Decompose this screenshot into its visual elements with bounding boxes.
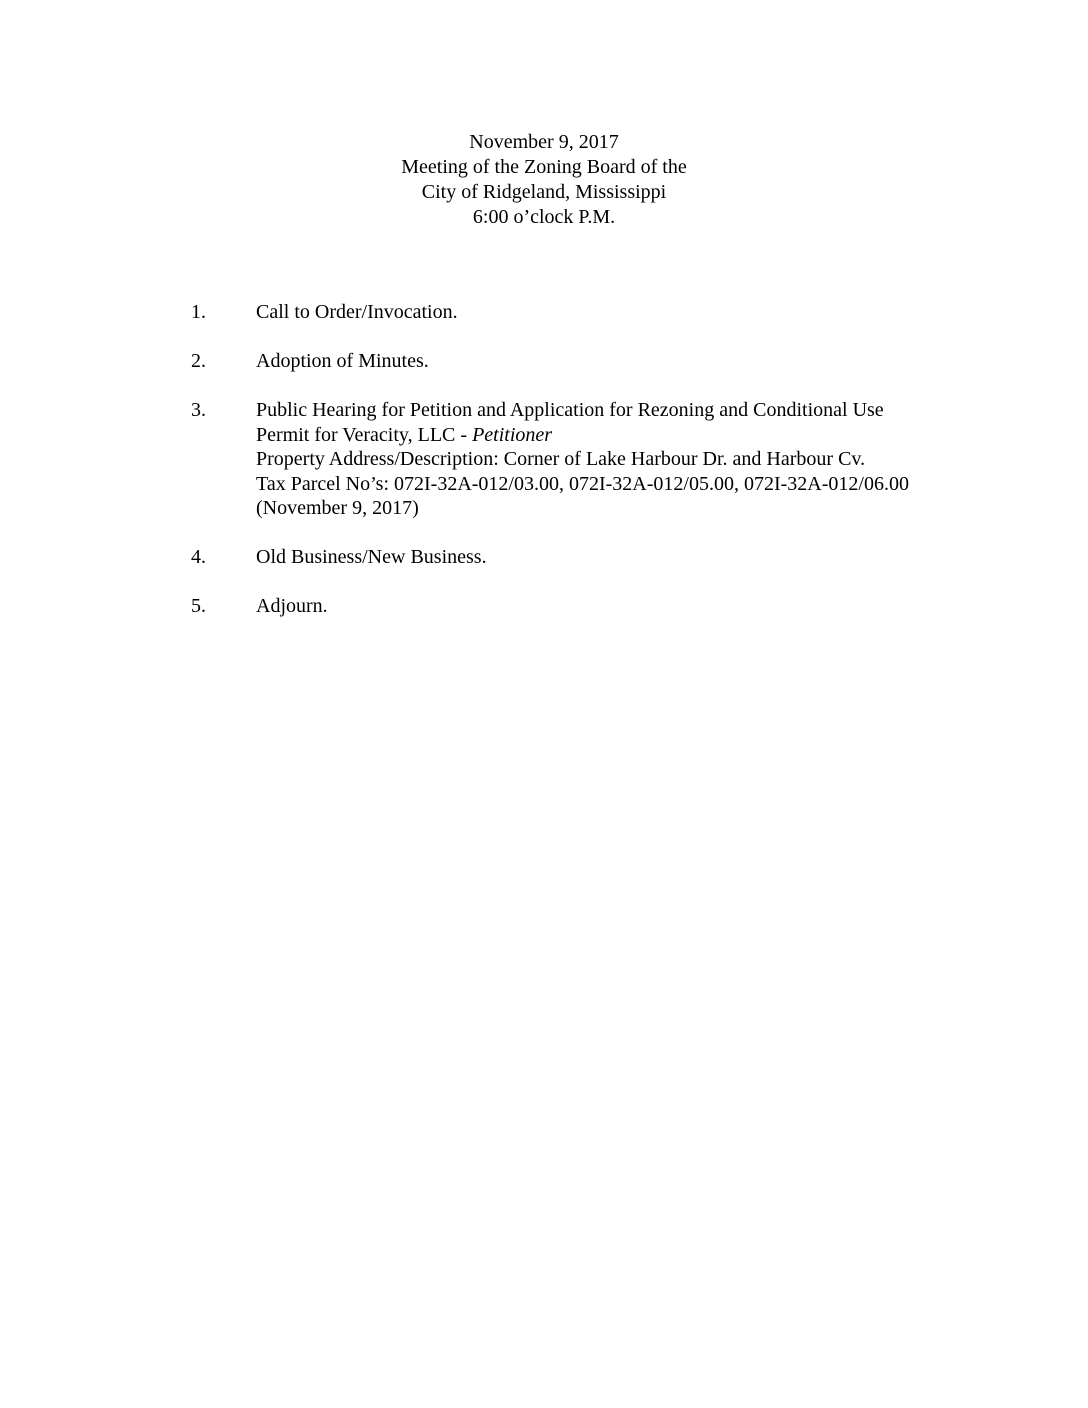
hearing-date: (November 9, 2017)	[256, 497, 419, 519]
meeting-city: City of Ridgeland, Mississippi	[421, 181, 667, 203]
public-hearing-title: Public Hearing for Petition and Application for Rezoning and Conditional Use	[256, 399, 884, 421]
meeting-header	[0, 130, 1088, 230]
agenda-item-text: Adoption of Minutes.	[256, 350, 429, 372]
petitioner-name: Permit for Veracity, LLC -	[256, 423, 473, 446]
agenda-item-2	[191, 349, 991, 374]
agenda-item-text: Adjourn.	[256, 595, 328, 617]
agenda-item-4	[191, 545, 991, 570]
agenda-list	[191, 300, 991, 643]
agenda-item-number: 1.	[191, 301, 206, 323]
petitioner-line	[256, 423, 991, 448]
agenda-item-number: 3.	[191, 399, 206, 421]
agenda-item-text: Call to Order/Invocation.	[256, 301, 458, 323]
tax-parcel-numbers: Tax Parcel No’s: 072I-32A-012/03.00, 072I-32A-012/05.00, 072I-32A-012/06.00	[256, 472, 909, 495]
agenda-item-number: 5.	[191, 595, 206, 617]
agenda-item-number: 4.	[191, 546, 206, 568]
agenda-item-5	[191, 594, 991, 619]
meeting-title: Meeting of the Zoning Board of the	[401, 156, 687, 178]
agenda-item-3	[191, 398, 991, 521]
meeting-date: November 9, 2017	[469, 131, 619, 153]
agenda-item-text: Old Business/New Business.	[256, 546, 487, 568]
petitioner-role: Petitioner	[472, 423, 553, 446]
agenda-item-number: 2.	[191, 350, 206, 372]
meeting-time: 6:00 o’clock P.M.	[472, 206, 616, 228]
property-address: Property Address/Description: Corner of Lake Harbour Dr. and Harbour Cv.	[256, 448, 866, 470]
agenda-item-1	[191, 300, 991, 325]
